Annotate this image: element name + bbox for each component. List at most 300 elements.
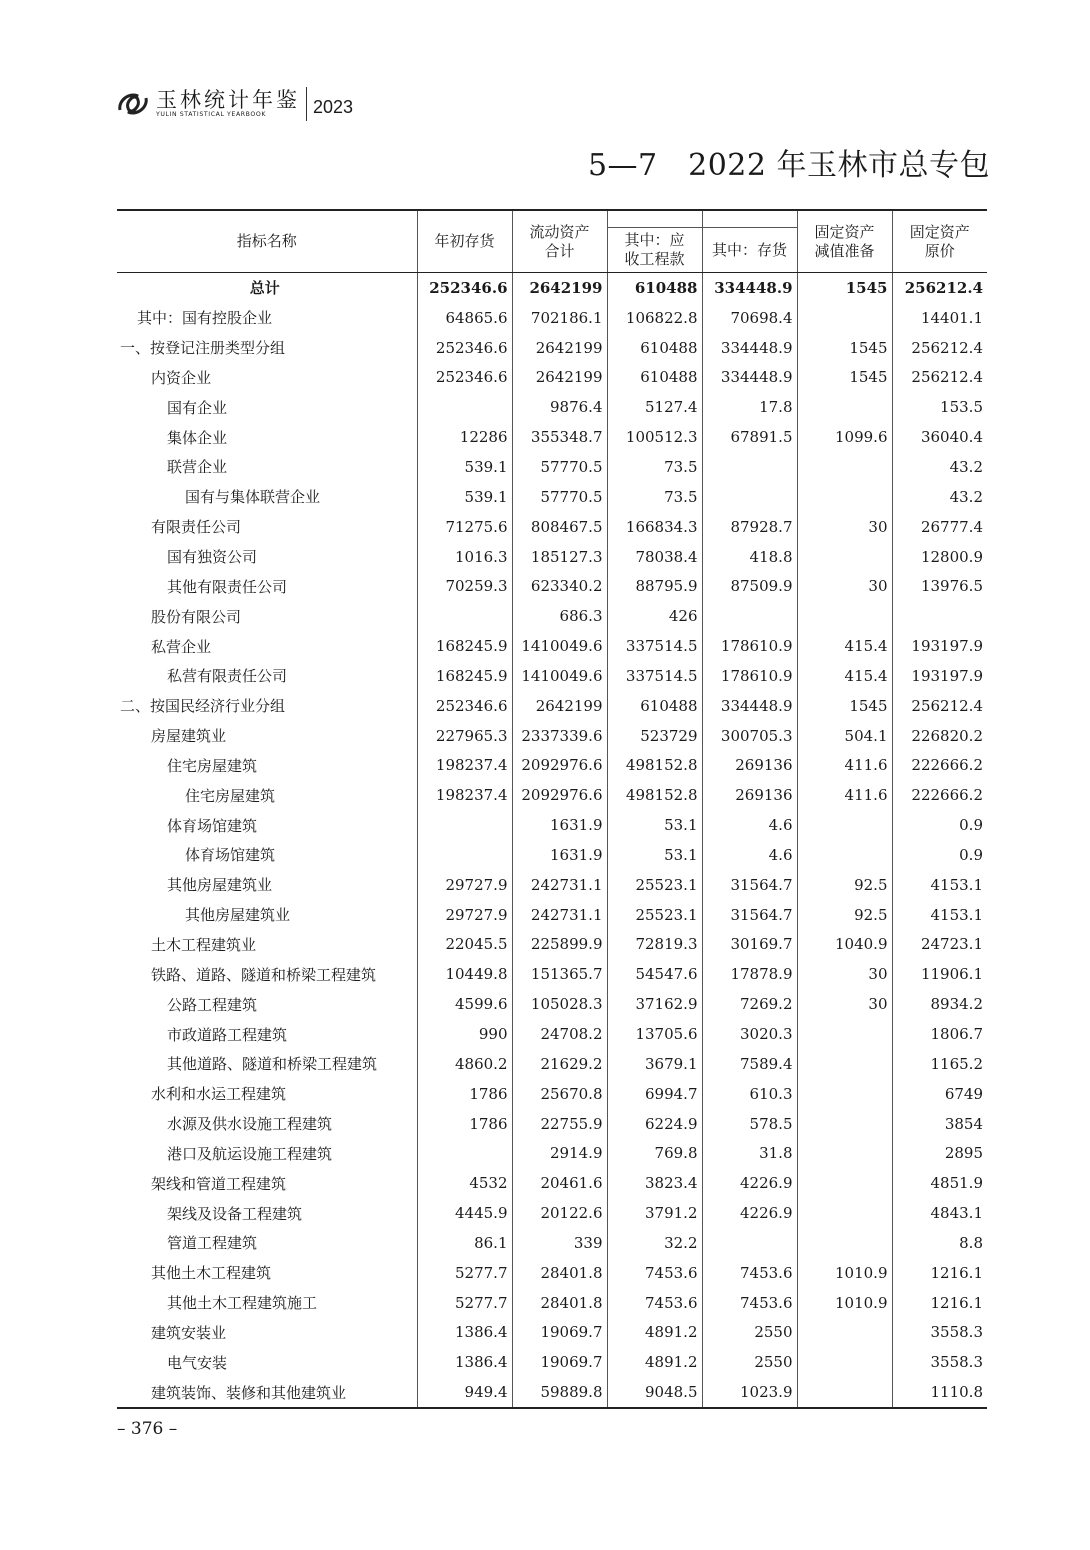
value-cell: 31564.7 xyxy=(702,870,797,900)
value-cell: 2092976.6 xyxy=(512,751,607,781)
row-label: 国有独资公司 xyxy=(167,548,258,567)
value-cell: 30 xyxy=(797,512,892,542)
value-cell: 1786 xyxy=(417,1109,512,1139)
value-cell: 1216.1 xyxy=(892,1258,987,1288)
value-cell xyxy=(702,601,797,631)
table-row xyxy=(117,1288,987,1318)
value-cell: 14401.1 xyxy=(892,303,987,333)
value-cell: 4445.9 xyxy=(417,1198,512,1228)
value-cell: 1040.9 xyxy=(797,930,892,960)
value-cell: 6224.9 xyxy=(607,1109,702,1139)
value-cell: 8.8 xyxy=(892,1228,987,1258)
value-cell: 88795.9 xyxy=(607,571,702,601)
value-cell: 168245.9 xyxy=(417,661,512,691)
table-row xyxy=(117,691,987,721)
row-label: 铁路、道路、隧道和桥梁工程建筑 xyxy=(151,965,377,984)
brand-block xyxy=(156,87,307,121)
table-row xyxy=(117,1318,987,1348)
value-cell: 769.8 xyxy=(607,1138,702,1168)
page-title: 5—7 2022 年玉林市总专包 xyxy=(587,148,990,183)
value-cell: 610488 xyxy=(607,363,702,393)
value-cell: 1386.4 xyxy=(417,1347,512,1377)
value-cell xyxy=(797,1198,892,1228)
value-cell: 1786 xyxy=(417,1079,512,1109)
value-cell: 57770.5 xyxy=(512,452,607,482)
table-row xyxy=(117,1109,987,1139)
value-cell: 4226.9 xyxy=(702,1168,797,1198)
value-cell xyxy=(797,482,892,512)
value-cell: 256212.4 xyxy=(892,363,987,393)
table-row xyxy=(117,571,987,601)
table-row xyxy=(117,1079,987,1109)
value-cell: 4860.2 xyxy=(417,1049,512,1079)
value-cell: 9048.5 xyxy=(607,1377,702,1408)
value-cell: 2642199 xyxy=(512,691,607,721)
value-cell xyxy=(892,601,987,631)
value-cell: 411.6 xyxy=(797,780,892,810)
value-cell: 334448.9 xyxy=(702,273,797,303)
value-cell: 4153.1 xyxy=(892,900,987,930)
value-cell: 337514.5 xyxy=(607,661,702,691)
value-cell: 242731.1 xyxy=(512,900,607,930)
value-cell: 21629.2 xyxy=(512,1049,607,1079)
value-cell: 1410049.6 xyxy=(512,631,607,661)
row-label: 公路工程建筑 xyxy=(167,995,258,1014)
value-cell: 242731.1 xyxy=(512,870,607,900)
value-cell: 3020.3 xyxy=(702,1019,797,1049)
value-cell: 0.9 xyxy=(892,810,987,840)
value-cell: 2642199 xyxy=(512,363,607,393)
value-cell: 227965.3 xyxy=(417,721,512,751)
value-cell: 2914.9 xyxy=(512,1138,607,1168)
value-cell xyxy=(797,1318,892,1348)
table-row xyxy=(117,900,987,930)
value-cell: 7453.6 xyxy=(702,1258,797,1288)
table-row xyxy=(117,512,987,542)
header-receivable-label: 其中：应收工程款 xyxy=(624,231,685,268)
table-row xyxy=(117,303,987,333)
table-row xyxy=(117,1019,987,1049)
value-cell: 17.8 xyxy=(702,392,797,422)
value-cell: 3854 xyxy=(892,1109,987,1139)
value-cell: 30169.7 xyxy=(702,930,797,960)
value-cell: 623340.2 xyxy=(512,571,607,601)
value-cell xyxy=(417,601,512,631)
row-label: 住宅房屋建筑 xyxy=(185,786,276,805)
value-cell: 808467.5 xyxy=(512,512,607,542)
value-cell: 53.1 xyxy=(607,840,702,870)
value-cell: 1016.3 xyxy=(417,542,512,572)
value-cell: 17878.9 xyxy=(702,959,797,989)
row-label: 其他道路、隧道和桥梁工程建筑 xyxy=(167,1055,378,1074)
value-cell: 222666.2 xyxy=(892,780,987,810)
value-cell: 12286 xyxy=(417,422,512,452)
value-cell: 11906.1 xyxy=(892,959,987,989)
row-label: 内资企业 xyxy=(151,368,212,387)
row-label: 电气安装 xyxy=(167,1353,228,1372)
table-row xyxy=(117,1049,987,1079)
value-cell: 256212.4 xyxy=(892,273,987,303)
value-cell: 269136 xyxy=(702,780,797,810)
value-cell: 0.9 xyxy=(892,840,987,870)
value-cell: 2092976.6 xyxy=(512,780,607,810)
value-cell: 4153.1 xyxy=(892,870,987,900)
value-cell: 86.1 xyxy=(417,1228,512,1258)
header-impairment-label: 固定资产减值准备 xyxy=(814,222,875,260)
value-cell: 24708.2 xyxy=(512,1019,607,1049)
value-cell: 539.1 xyxy=(417,452,512,482)
value-cell: 59889.8 xyxy=(512,1377,607,1408)
row-label: 建筑安装业 xyxy=(151,1323,227,1342)
value-cell: 87928.7 xyxy=(702,512,797,542)
value-cell: 1110.8 xyxy=(892,1377,987,1408)
value-cell: 178610.9 xyxy=(702,631,797,661)
table-row xyxy=(117,810,987,840)
value-cell xyxy=(797,1347,892,1377)
value-cell: 92.5 xyxy=(797,870,892,900)
header-name: 指标名称 xyxy=(117,210,417,273)
value-cell: 1545 xyxy=(797,363,892,393)
value-cell: 20461.6 xyxy=(512,1168,607,1198)
row-label: 其他房屋建筑业 xyxy=(167,876,273,895)
value-cell: 36040.4 xyxy=(892,422,987,452)
value-cell: 25523.1 xyxy=(607,900,702,930)
table-row xyxy=(117,422,987,452)
value-cell: 252346.6 xyxy=(417,273,512,303)
value-cell: 222666.2 xyxy=(892,751,987,781)
value-cell: 1023.9 xyxy=(702,1377,797,1408)
value-cell xyxy=(797,1049,892,1079)
header-receivable xyxy=(607,228,702,273)
value-cell: 20122.6 xyxy=(512,1198,607,1228)
value-cell: 334448.9 xyxy=(702,363,797,393)
brand-name-cn: 玉林统计年鉴 xyxy=(156,88,300,112)
value-cell: 226820.2 xyxy=(892,721,987,751)
value-cell: 31.8 xyxy=(702,1138,797,1168)
value-cell: 1545 xyxy=(797,691,892,721)
row-label: 体育场馆建筑 xyxy=(167,816,258,835)
value-cell: 1010.9 xyxy=(797,1288,892,1318)
table-row xyxy=(117,631,987,661)
value-cell: 105028.3 xyxy=(512,989,607,1019)
value-cell: 3823.4 xyxy=(607,1168,702,1198)
value-cell: 32.2 xyxy=(607,1228,702,1258)
header-fixed-original-label: 固定资产原价 xyxy=(909,222,970,260)
table-row xyxy=(117,1198,987,1228)
value-cell: 2550 xyxy=(702,1347,797,1377)
value-cell: 12800.9 xyxy=(892,542,987,572)
value-cell: 2642199 xyxy=(512,273,607,303)
header-fixed-original xyxy=(892,210,987,273)
value-cell: 1099.6 xyxy=(797,422,892,452)
value-cell: 225899.9 xyxy=(512,930,607,960)
value-cell: 610488 xyxy=(607,691,702,721)
value-cell xyxy=(417,810,512,840)
value-cell: 26777.4 xyxy=(892,512,987,542)
value-cell: 2642199 xyxy=(512,333,607,363)
value-cell xyxy=(797,303,892,333)
value-cell xyxy=(417,392,512,422)
value-cell: 4891.2 xyxy=(607,1347,702,1377)
row-label: 二、按国民经济行业分组 xyxy=(120,697,286,716)
table-row xyxy=(117,1377,987,1408)
row-label: 土木工程建筑业 xyxy=(151,935,257,954)
row-label: 住宅房屋建筑 xyxy=(167,756,258,775)
table-row xyxy=(117,1258,987,1288)
value-cell: 415.4 xyxy=(797,631,892,661)
value-cell: 6749 xyxy=(892,1079,987,1109)
value-cell: 2337339.6 xyxy=(512,721,607,751)
value-cell: 30 xyxy=(797,959,892,989)
value-cell: 53.1 xyxy=(607,810,702,840)
value-cell: 702186.1 xyxy=(512,303,607,333)
value-cell: 4532 xyxy=(417,1168,512,1198)
value-cell: 28401.8 xyxy=(512,1288,607,1318)
row-label: 其他有限责任公司 xyxy=(167,577,288,596)
value-cell: 3791.2 xyxy=(607,1198,702,1228)
value-cell: 198237.4 xyxy=(417,780,512,810)
value-cell: 5277.7 xyxy=(417,1258,512,1288)
value-cell: 29727.9 xyxy=(417,870,512,900)
value-cell: 949.4 xyxy=(417,1377,512,1408)
row-label: 股份有限公司 xyxy=(151,607,242,626)
value-cell: 4.6 xyxy=(702,840,797,870)
row-label: 有限责任公司 xyxy=(151,518,242,537)
value-cell: 43.2 xyxy=(892,482,987,512)
value-cell: 7269.2 xyxy=(702,989,797,1019)
row-label: 市政道路工程建筑 xyxy=(167,1025,288,1044)
table-row xyxy=(117,601,987,631)
value-cell: 5277.7 xyxy=(417,1288,512,1318)
value-cell: 339 xyxy=(512,1228,607,1258)
value-cell: 1806.7 xyxy=(892,1019,987,1049)
value-cell: 7453.6 xyxy=(607,1258,702,1288)
value-cell: 30 xyxy=(797,571,892,601)
row-label: 国有企业 xyxy=(167,398,228,417)
row-label: 其他土木工程建筑施工 xyxy=(167,1294,318,1313)
value-cell xyxy=(797,1109,892,1139)
table-row xyxy=(117,363,987,393)
value-cell: 198237.4 xyxy=(417,751,512,781)
table-body xyxy=(117,273,987,1409)
value-cell: 269136 xyxy=(702,751,797,781)
value-cell: 498152.8 xyxy=(607,780,702,810)
value-cell: 4599.6 xyxy=(417,989,512,1019)
value-cell: 4851.9 xyxy=(892,1168,987,1198)
value-cell: 498152.8 xyxy=(607,751,702,781)
value-cell: 57770.5 xyxy=(512,482,607,512)
brand-name-en: YULIN STATISTICAL YEARBOOK xyxy=(156,111,267,118)
value-cell: 30 xyxy=(797,989,892,1019)
value-cell: 106822.8 xyxy=(607,303,702,333)
value-cell xyxy=(797,392,892,422)
value-cell: 4226.9 xyxy=(702,1198,797,1228)
value-cell: 3558.3 xyxy=(892,1347,987,1377)
value-cell: 7453.6 xyxy=(607,1288,702,1318)
row-label: 架线和管道工程建筑 xyxy=(151,1174,287,1193)
value-cell: 37162.9 xyxy=(607,989,702,1019)
value-cell: 10449.8 xyxy=(417,959,512,989)
value-cell: 151365.7 xyxy=(512,959,607,989)
value-cell: 334448.9 xyxy=(702,691,797,721)
value-cell: 686.3 xyxy=(512,601,607,631)
header-inventory: 其中：存货 xyxy=(702,228,797,273)
value-cell: 70259.3 xyxy=(417,571,512,601)
statistics-table xyxy=(117,209,987,1409)
value-cell: 300705.3 xyxy=(702,721,797,751)
value-cell: 193197.9 xyxy=(892,631,987,661)
value-cell: 29727.9 xyxy=(417,900,512,930)
value-cell: 19069.7 xyxy=(512,1347,607,1377)
table-row xyxy=(117,1138,987,1168)
value-cell xyxy=(797,840,892,870)
value-cell xyxy=(797,1138,892,1168)
value-cell: 193197.9 xyxy=(892,661,987,691)
row-label: 港口及航运设施工程建筑 xyxy=(167,1144,333,1163)
row-label: 其中：国有控股企业 xyxy=(137,309,273,328)
value-cell xyxy=(702,452,797,482)
value-cell: 3558.3 xyxy=(892,1318,987,1348)
brand-year: 2023 xyxy=(313,96,354,117)
table-row xyxy=(117,751,987,781)
value-cell: 25670.8 xyxy=(512,1079,607,1109)
row-label: 房屋建筑业 xyxy=(151,727,227,746)
value-cell: 25523.1 xyxy=(607,870,702,900)
table-row xyxy=(117,392,987,422)
value-cell: 415.4 xyxy=(797,661,892,691)
value-cell: 67891.5 xyxy=(702,422,797,452)
value-cell: 1010.9 xyxy=(797,1258,892,1288)
row-label: 私营有限责任公司 xyxy=(167,667,288,686)
row-label: 集体企业 xyxy=(167,428,228,447)
value-cell: 1545 xyxy=(797,273,892,303)
value-cell: 355348.7 xyxy=(512,422,607,452)
value-cell: 13976.5 xyxy=(892,571,987,601)
header-spacer-1 xyxy=(607,210,702,228)
table-row xyxy=(117,1168,987,1198)
table-row xyxy=(117,780,987,810)
value-cell: 9876.4 xyxy=(512,392,607,422)
value-cell: 252346.6 xyxy=(417,363,512,393)
value-cell: 87509.9 xyxy=(702,571,797,601)
value-cell: 1386.4 xyxy=(417,1318,512,1348)
value-cell xyxy=(797,542,892,572)
value-cell: 252346.6 xyxy=(417,333,512,363)
value-cell: 4843.1 xyxy=(892,1198,987,1228)
row-label: 水利和水运工程建筑 xyxy=(151,1085,287,1104)
header-current-assets xyxy=(512,210,607,273)
value-cell: 990 xyxy=(417,1019,512,1049)
value-cell xyxy=(417,1138,512,1168)
value-cell: 22755.9 xyxy=(512,1109,607,1139)
table-row xyxy=(117,930,987,960)
row-label: 总计 xyxy=(249,279,280,298)
value-cell xyxy=(797,1377,892,1408)
row-label: 其他房屋建筑业 xyxy=(185,906,291,925)
value-cell: 610488 xyxy=(607,333,702,363)
row-label: 私营企业 xyxy=(151,637,212,656)
table-row xyxy=(117,959,987,989)
header-impairment xyxy=(797,210,892,273)
value-cell: 185127.3 xyxy=(512,542,607,572)
value-cell: 4891.2 xyxy=(607,1318,702,1348)
row-label: 其他土木工程建筑 xyxy=(151,1264,272,1283)
value-cell: 256212.4 xyxy=(892,333,987,363)
value-cell: 72819.3 xyxy=(607,930,702,960)
value-cell: 1631.9 xyxy=(512,810,607,840)
value-cell: 539.1 xyxy=(417,482,512,512)
value-cell: 78038.4 xyxy=(607,542,702,572)
value-cell: 73.5 xyxy=(607,482,702,512)
value-cell: 411.6 xyxy=(797,751,892,781)
value-cell xyxy=(797,1079,892,1109)
value-cell: 153.5 xyxy=(892,392,987,422)
value-cell: 578.5 xyxy=(702,1109,797,1139)
row-label: 管道工程建筑 xyxy=(167,1234,258,1253)
table-row xyxy=(117,452,987,482)
value-cell xyxy=(797,452,892,482)
value-cell xyxy=(797,1019,892,1049)
header-current-assets-label: 流动资产合计 xyxy=(529,222,590,260)
value-cell: 426 xyxy=(607,601,702,631)
value-cell: 1165.2 xyxy=(892,1049,987,1079)
row-label: 国有与集体联营企业 xyxy=(185,488,321,507)
value-cell: 64865.6 xyxy=(417,303,512,333)
value-cell xyxy=(417,840,512,870)
value-cell: 256212.4 xyxy=(892,691,987,721)
value-cell: 70698.4 xyxy=(702,303,797,333)
row-label: 水源及供水设施工程建筑 xyxy=(167,1115,333,1134)
value-cell: 1545 xyxy=(797,333,892,363)
page-number: – 376 – xyxy=(117,1419,178,1439)
row-label: 联营企业 xyxy=(167,458,228,477)
value-cell: 178610.9 xyxy=(702,661,797,691)
value-cell: 13705.6 xyxy=(607,1019,702,1049)
value-cell: 24723.1 xyxy=(892,930,987,960)
value-cell: 2895 xyxy=(892,1138,987,1168)
row-label: 建筑装饰、装修和其他建筑业 xyxy=(117,1377,417,1408)
table-row xyxy=(117,989,987,1019)
value-cell: 28401.8 xyxy=(512,1258,607,1288)
value-cell xyxy=(797,601,892,631)
value-cell xyxy=(702,1228,797,1258)
header-opening-inventory: 年初存货 xyxy=(417,210,512,273)
table-row xyxy=(117,1347,987,1377)
value-cell: 92.5 xyxy=(797,900,892,930)
value-cell: 166834.3 xyxy=(607,512,702,542)
table-row xyxy=(117,661,987,691)
value-cell: 7453.6 xyxy=(702,1288,797,1318)
value-cell: 73.5 xyxy=(607,452,702,482)
value-cell: 610488 xyxy=(607,273,702,303)
value-cell: 168245.9 xyxy=(417,631,512,661)
table-row-total xyxy=(117,273,987,303)
value-cell xyxy=(797,810,892,840)
row-label: 架线及设备工程建筑 xyxy=(167,1204,303,1223)
value-cell: 610.3 xyxy=(702,1079,797,1109)
value-cell: 418.8 xyxy=(702,542,797,572)
value-cell: 6994.7 xyxy=(607,1079,702,1109)
value-cell: 4.6 xyxy=(702,810,797,840)
value-cell: 523729 xyxy=(607,721,702,751)
value-cell xyxy=(797,1228,892,1258)
value-cell xyxy=(797,1168,892,1198)
value-cell: 334448.9 xyxy=(702,333,797,363)
table-row xyxy=(117,482,987,512)
value-cell: 19069.7 xyxy=(512,1318,607,1348)
table-row xyxy=(117,721,987,751)
row-label: 体育场馆建筑 xyxy=(185,846,276,865)
